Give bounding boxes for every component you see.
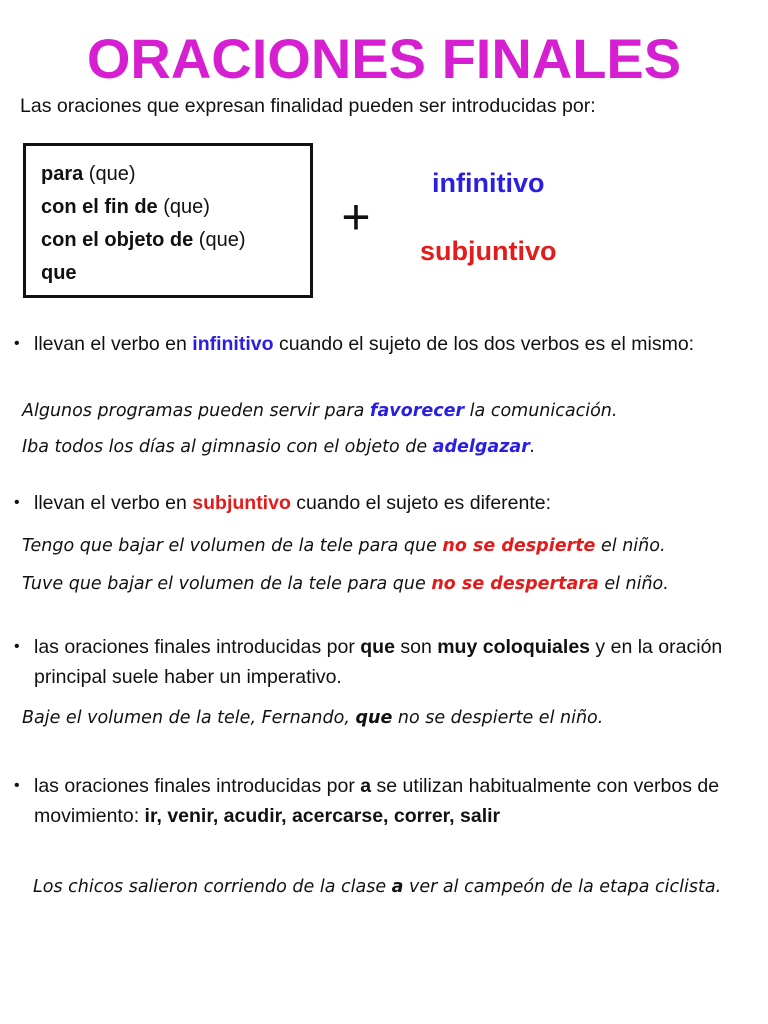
example-text: Tuve que bajar el volumen de la tele para que [22, 574, 432, 594]
example-sentence [22, 433, 535, 461]
bold-que: que [360, 636, 395, 658]
example-text: ver al campeón de la etapa ciclista. [403, 877, 722, 897]
example-text: Baje el volumen de la tele, Fernando, [22, 708, 356, 728]
example-highlight: no se despierte [442, 536, 596, 556]
bullet-infinitivo [34, 329, 754, 359]
bullet-text: se utilizan habitualmente con verbos de movimiento: [34, 775, 720, 827]
example-text: Los chicos salieron corriendo de la clase [33, 877, 392, 897]
example-sentence [22, 704, 603, 732]
introducer-rest: (que) [157, 196, 210, 218]
page-title: ORACIONES FINALES [86, 27, 682, 90]
example-highlight: adelgazar [432, 437, 530, 457]
example-text: . [529, 437, 536, 457]
introducers-box [23, 143, 313, 298]
introducer-que [41, 257, 310, 290]
introducer-bold: para [41, 163, 84, 185]
bold-verbos-movimiento: ir, venir, acudir, acercarse, correr, salir [144, 805, 501, 827]
introducer-bold: que [41, 262, 77, 284]
intro-text: Las oraciones que expresan finalidad pueden ser introducidas por: [20, 95, 596, 117]
example-text: el niño. [598, 574, 669, 594]
example-sentence [22, 532, 666, 560]
introducer-bold: con el fin de [41, 196, 158, 218]
highlight-infinitivo: infinitivo [192, 333, 274, 355]
plus-sign: + [341, 189, 371, 245]
subjuntivo-label: subjuntivo [420, 236, 557, 266]
bullet-text: llevan el verbo en [34, 492, 193, 514]
bold-muy-coloquiales: muy coloquiales [437, 636, 591, 658]
example-highlight: a [391, 877, 404, 897]
bold-a: a [360, 775, 372, 797]
introducer-rest: (que) [193, 229, 246, 251]
bullet-a-movimiento [34, 771, 754, 831]
example-text: el niño. [595, 536, 666, 556]
example-highlight: no se despertara [431, 574, 599, 594]
bullet-subjuntivo [34, 488, 754, 518]
example-text: la comunicación. [464, 401, 618, 421]
introducer-para [41, 158, 310, 191]
bullet-text: las oraciones finales introducidas por [34, 636, 361, 658]
example-text: Algunos programas pueden servir para [22, 401, 370, 421]
highlight-subjuntivo: subjuntivo [192, 492, 291, 514]
bullet-que-coloquial [34, 632, 754, 692]
bullet-text: cuando el sujeto es diferente: [290, 492, 552, 514]
example-text: no se despierte el niño. [392, 708, 604, 728]
bullet-text: las oraciones finales introducidas por [34, 775, 361, 797]
bullet-text: llevan el verbo en [34, 333, 193, 355]
bullet-text: cuando el sujeto de los dos verbos es el mismo: [273, 333, 695, 355]
introducer-rest: (que) [83, 163, 136, 185]
example-highlight: que [355, 708, 393, 728]
introducer-con-el-fin-de [41, 191, 310, 224]
introducer-bold: con el objeto de [41, 229, 194, 251]
bullet-text: son [394, 636, 438, 658]
example-sentence [22, 570, 669, 598]
example-sentence [22, 397, 617, 425]
example-text: Iba todos los días al gimnasio con el objeto de [22, 437, 433, 457]
example-text: Tengo que bajar el volumen de la tele para que [22, 536, 443, 556]
example-sentence [33, 873, 733, 901]
example-highlight: favorecer [369, 401, 465, 421]
infinitivo-label: infinitivo [432, 168, 545, 198]
bullet-text: y en la oración principal suele haber un imperativo. [34, 636, 723, 688]
introducer-con-el-objeto-de [41, 224, 310, 257]
